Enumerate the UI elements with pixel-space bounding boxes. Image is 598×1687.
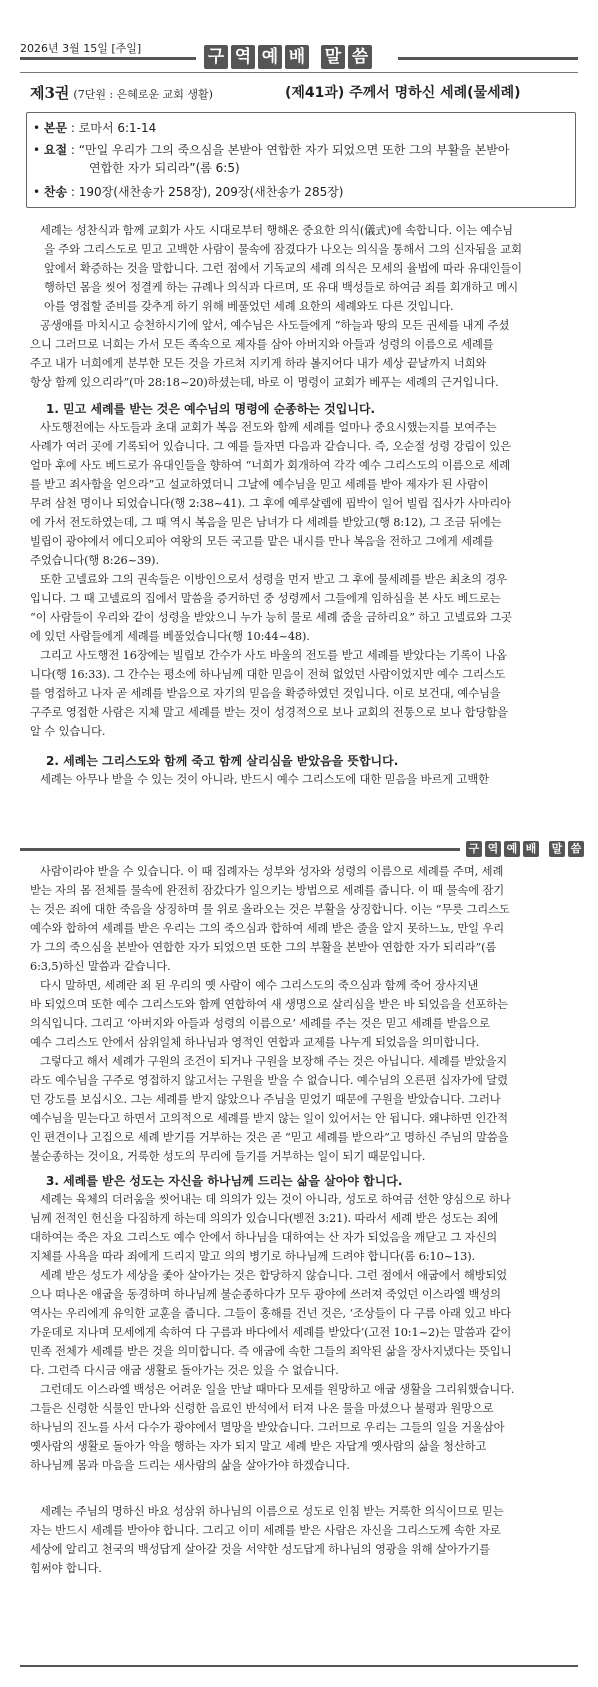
text-line: 세례 받은 성도가 세상을 좇아 살아가는 것은 합당하지 않습니다. 그런 점에서 애굽에서 해방되었	[40, 1269, 508, 1282]
title-char: 배	[523, 841, 539, 857]
title-char: 예	[504, 841, 520, 857]
text-line: 를 영접하고 나자 곧 세례를 받음으로 자기의 믿음을 확증하였던 것입니다. 이로 보건대, 예수님을	[30, 687, 501, 700]
summary-text: : “만일 우리가 그의 죽으심을 본받아 연합한 자가 되었으면 또한 그의 부활을 본받아	[70, 143, 510, 157]
text-line: 니다(행 16:33). 그 간수는 평소에 하나님께 대한 믿음이 전혀 없었던 사람이었지만 예수 그리스도	[30, 668, 506, 681]
hymn-label: 찬송	[43, 185, 68, 199]
section2-paragraph	[30, 862, 566, 976]
text-line: 입니다. 그 때 고넬료의 집에서 말씀을 증거하던 중 성령께서 그들에게 임하심을 본 사도 베드로는	[30, 592, 501, 605]
title-char: 구	[466, 841, 482, 857]
text-line: 으나 떠나온 애굽을 동경하며 하나님께 불순종하다가 모두 광야에 쓰러져 죽었던 이스라엘 백성의	[30, 1288, 501, 1301]
text-line: 구주로 영접한 사람은 지체 말고 세례를 받는 것이 성경적으로 보나 교회의 전통으로 보나 합당함을	[30, 706, 508, 719]
scripture-line: • 본문 : 로마서 6:1-14	[33, 121, 157, 135]
scripture-label: 본문	[43, 121, 68, 135]
text-line: 세례는 아무나 받을 수 있는 것이 아니라, 반드시 예수 그리스도에 대한 믿음을 바르게 고백한	[40, 773, 489, 786]
title-char: 배	[285, 45, 309, 69]
intro2-paragraph	[30, 316, 566, 392]
page-title-banner	[204, 45, 372, 69]
text-line: “이 사람들이 우리와 같이 성령을 받았으니 누가 능히 물로 세례 줌을 금하리요” 하고 고넬료와 그곳	[30, 611, 512, 624]
text-line: 옛사람의 생활로 돌아가 악을 행하는 자가 되지 말고 세례 받은 자답게 옛사람의 삶을 청산하고	[30, 1440, 487, 1453]
text-line: 세례는 육체의 더러움을 씻어내는 데 의의가 있는 것이 아니라, 성도로 하여금 선한 양심으로 하나	[40, 1193, 511, 1206]
scripture-text: : 로마서 6:1-14	[70, 121, 157, 135]
section-heading-1: 1. 믿고 세례를 받는 것은 예수님의 명령에 순종하는 것입니다.	[46, 402, 376, 416]
text-line: 지체를 사욕을 따라 죄에게 드리지 말고 의의 병기로 하나님께 드려야 합니다(롬 6:10~13).	[30, 1250, 476, 1263]
text-line: 자는 반드시 세례를 받아야 합니다. 그리고 이미 세례를 받은 사람은 자신을 그리스도께 속한 자로	[30, 1524, 501, 1537]
text-line: 사례가 여러 곳에 기록되어 있습니다. 그 예를 들자면 다음과 같습니다. 즉, 오순절 성령 강림이 있은	[30, 440, 512, 453]
title-char: 구	[204, 45, 228, 69]
text-line: 하나님의 진노를 사서 다수가 광야에서 멸망을 받았습니다. 그러므로 우리는 그들의 일을 거울삼아	[30, 1421, 505, 1434]
text-line: 인 편견이나 고집으로 세례 받기를 거부하는 것은 곧 “믿고 세례를 받으라”고 명하신 주님의 말씀을	[30, 1131, 509, 1144]
text-line: 힘써야 합니다.	[30, 1562, 102, 1575]
intro-paragraph	[30, 221, 566, 316]
text-line: 예수와 합하여 세례를 받은 우리는 그의 죽으심과 합하여 세례 받은 줄을 알지 못하느뇨, 만일 우리	[30, 922, 505, 935]
text-line: 아를 영접할 준비를 갖추게 하기 위해 베풀었던 세례 요한의 세례와도 다른 것입니다.	[44, 300, 454, 313]
text-line: 또한 고넬료와 그의 권속들은 이방인으로서 성령을 먼저 받고 그 후에 물세례를 받은 최초의 경우	[40, 573, 508, 586]
hymn-text: : 190장(새찬송가 258장), 209장(새찬송가 285장)	[70, 185, 344, 199]
section3c-paragraph	[30, 1380, 566, 1475]
text-line: 예수 그리스도 안에서 삼위일체 하나님과 영적인 연합과 교제를 나누게 되었음을 의미합니다.	[30, 1036, 480, 1049]
closing-paragraph	[30, 1502, 566, 1578]
text-line: 가운데로 지나며 모세에게 속하여 다 구름과 바다에서 세례를 받았다’(고전 10:1~2)는 말씀과 같이	[30, 1326, 512, 1339]
text-line: 그런데도 이스라엘 백성은 어려운 일을 만날 때마다 모세를 원망하고 애굽 생활을 그리워했습니다.	[40, 1383, 515, 1396]
text-line: 다시 말하면, 세례란 죄 된 우리의 옛 사람이 예수 그리스도의 죽으심과 함께 죽어 장사지낸	[40, 979, 479, 992]
text-line: 무려 삼천 명이나 되었습니다(행 2:38~41). 그 후에 예루살렘에 핍박이 일어 빌립 집사가 사마리아	[30, 497, 511, 510]
section2c-paragraph	[30, 1052, 566, 1166]
text-line: 주었습니다(행 8:26~39).	[30, 554, 159, 567]
header-rule-right	[398, 57, 578, 60]
text-line: 세상에 알리고 천국의 백성답게 살아갈 것을 서약한 성도답게 하나님의 영광을 위해 살아가기를	[30, 1543, 491, 1556]
text-line: 예수님을 믿는다고 하면서 고의적으로 세례를 받지 않는 일이 있어서는 안 됩니다. 왜냐하면 인간적	[30, 1112, 508, 1125]
date-label: 2026년 3월 15일 [주일]	[20, 42, 142, 55]
text-line: 얼마 후에 사도 베드로가 유대인들을 향하여 “너희가 회개하여 각각 예수 그리스도의 이름으로 세례	[30, 459, 511, 472]
text-line: 6:3,5)하신 말씀과 같습니다.	[30, 960, 171, 973]
section1c-paragraph	[30, 646, 566, 741]
lesson-title: (제41과) 주께서 명하신 세례(물세례)	[285, 85, 521, 101]
text-line: 가 그의 죽으심을 본받아 연합한 자가 되었으면 또한 그의 부활을 본받아 연합한 자가 되리라”(롬	[30, 941, 497, 954]
text-line: 세례는 성찬식과 함께 교회가 사도 시대로부터 행해온 중요한 의식(儀式)에 속합니다. 이는 예수님	[40, 224, 513, 237]
text-line: 알 수 있습니다.	[30, 725, 106, 738]
volume-label: 제3권	[30, 84, 70, 102]
text-line: 님께 전적인 헌신을 다짐하게 하는데 의의가 있습니다(벧전 3:21). 따라서 세례 받은 성도는 죄에	[30, 1212, 499, 1225]
title-char: 씀	[568, 841, 584, 857]
text-line: 를 받고 죄사함을 얻으라”고 설교하였더니 그날에 예수님을 믿고 세례를 받아 제자가 된 사람이	[30, 478, 489, 491]
text-line: 그들은 신령한 식물인 만나와 신령한 음료인 반석에서 터져 나온 물을 마셨으나 불평과 원망으로	[30, 1402, 494, 1415]
title-char: 씀	[348, 45, 372, 69]
section3b-paragraph	[30, 1266, 566, 1380]
section-heading-2: 2. 세례는 그리스도와 함께 죽고 함께 살리심을 받았음을 뜻합니다.	[46, 754, 399, 768]
text-line: 다. 그런즉 다시금 애굽 생활로 돌아가는 것은 있을 수 없습니다.	[30, 1364, 339, 1377]
section2-start-paragraph	[30, 770, 566, 789]
text-line: 민족 전체가 세례를 받은 것을 의미합니다. 즉 애굽에 속한 그들의 죄악된 삶을 장사지냈다는 뜻입니	[30, 1345, 512, 1358]
title-char: 말	[321, 45, 345, 69]
text-line: 항상 함께 있으리라”(마 28:18~20)하셨는데, 바로 이 명령이 교회가 베푸는 세례의 근거입니다.	[30, 376, 499, 389]
title-gap	[312, 45, 318, 69]
page2-header-rule	[20, 848, 460, 851]
section-heading-3: 3. 세례를 받은 성도는 자신을 하나님께 드리는 삶을 살아야 합니다.	[46, 1174, 403, 1188]
title-gap	[542, 841, 546, 857]
text-line: 라도 예수님을 구주로 영접하지 않고서는 구원을 받을 수 없습니다. 예수님의 오른편 십자가에 달렸	[30, 1074, 508, 1087]
text-line: 행하던 몸을 씻어 정결케 하는 규례나 의식과 다르며, 또 유대 백성들로 하여금 죄를 회개하고 메시	[44, 281, 519, 294]
summary-line-2: 연합한 자가 되리라”(롬 6:5)	[89, 161, 240, 175]
text-line: 앞에서 확증하는 것을 말합니다. 그런 점에서 기독교의 세례 의식은 모세의 율법에 따라 유대인들이	[44, 262, 522, 275]
footer-rule	[20, 1665, 578, 1667]
info-box	[26, 112, 576, 208]
section1-paragraph	[30, 418, 566, 570]
section2b-paragraph	[30, 976, 566, 1052]
text-line: 으니 그러므로 너희는 가서 모든 족속으로 제자를 삼아 아버지와 아들과 성령의 이름으로 세례를	[30, 338, 494, 351]
summary-label: 요절	[43, 143, 68, 157]
text-line: 바 되었으며 또한 예수 그리스도와 함께 연합하여 새 생명으로 살리심을 받은 바 되었음을 선포하는	[30, 998, 508, 1011]
text-line: 을 주와 그리스도로 믿고 고백한 사람이 물속에 잠겼다가 나오는 의식을 통해서 그의 신자됨을 교회	[44, 243, 522, 256]
text-line: 그렇다고 해서 세례가 구원의 조건이 되거나 구원을 보장해 주는 것은 아닙니다. 세례를 받았을지	[40, 1055, 508, 1068]
text-line: 대하여는 죽은 자요 그리스도 예수 안에서 하나님을 대하여는 산 자가 되었음을 깨닫고 그 자신의	[30, 1231, 498, 1244]
text-line: 던 강도를 보십시오. 그는 세례를 받지 않았으나 주님을 믿었기 때문에 구원을 받았습니다. 그러나	[30, 1093, 501, 1106]
text-line: 빌립이 광야에서 에디오피아 여왕의 모든 국고를 맡은 내시를 만나 복음을 전하고 그에게 세례를	[30, 535, 494, 548]
title-char: 말	[549, 841, 565, 857]
text-line: 받는 자의 몸 전체를 물속에 완전히 잠갔다가 일으키는 방법으로 세례를 줍니다. 이 때 물속에 잠기	[30, 884, 505, 897]
text-line: 그리고 사도행전 16장에는 빌립보 간수가 사도 바울의 전도를 받고 세례를 받았다는 기록이 나옵	[40, 649, 507, 662]
title-char: 역	[485, 841, 501, 857]
text-line: 세례는 주님의 명하신 바요 성삼위 하나님의 이름으로 성도로 인침 받는 거룩한 의식이므로 믿는	[40, 1505, 504, 1518]
text-line: 사도행전에는 사도들과 초대 교회가 복음 전도와 함께 세례를 얼마나 중요시했는지를 보여주는	[40, 421, 497, 434]
text-line: 불순종하는 것이요, 거룩한 성도의 무리에 들기를 거부하는 일이 되기 때문입니다.	[30, 1150, 426, 1163]
summary-line: • 요절 : “만일 우리가 그의 죽으심을 본받아 연합한 자가 되었으면 또한 그의 부활을 본받아	[33, 143, 510, 157]
text-line: 역사는 우리에게 유익한 교훈을 줍니다. 그들이 홍해를 건넌 것은, ‘조상들이 다 구름 아래 있고 바다	[30, 1307, 512, 1320]
text-line: 에 있던 사람들에게 세례를 베풀었습니다(행 10:44~48).	[30, 630, 310, 643]
text-line: 하나님께 몸과 마음을 드리는 새사람의 삶을 살아가야 하겠습니다.	[30, 1459, 350, 1472]
text-line: 공생애를 마치시고 승천하시기에 앞서, 예수님은 사도들에게 “하늘과 땅의 모든 권세를 내게 주셨	[40, 319, 510, 332]
header-rule-left	[20, 57, 196, 60]
text-line: 의식입니다. 그리고 ‘아버지와 아들과 성령의 이름으로’ 세례를 주는 것은 믿고 세례를 받음으로	[30, 1017, 490, 1030]
text-line: 사람이라야 받을 수 있습니다. 이 때 집례자는 성부와 성자와 성령의 이름으로 세례를 주며, 세례	[40, 865, 504, 878]
title-char: 예	[258, 45, 282, 69]
page2-title-banner	[466, 841, 584, 857]
unit-label: (7단원 : 은혜로운 교회 생활)	[73, 88, 213, 101]
section1b-paragraph	[30, 570, 566, 646]
text-line: 는 것은 죄에 대한 죽음을 상징하며 물 위로 올라오는 것은 부활을 상징합니다. 이는 “무릇 그리스도	[30, 903, 510, 916]
lesson-row	[30, 82, 575, 103]
text-line: 에 가서 전도하였는데, 그 때 역시 복음을 믿은 남녀가 다 세례를 받았고(행 8:12), 그 조금 뒤에는	[30, 516, 502, 529]
header-rule-under	[20, 72, 578, 73]
title-char: 역	[231, 45, 255, 69]
section3-paragraph	[30, 1190, 566, 1266]
hymn-line: • 찬송 : 190장(새찬송가 258장), 209장(새찬송가 285장)	[33, 185, 344, 199]
text-line: 주고 내가 너희에게 분부한 모든 것을 가르쳐 지키게 하라 볼지어다 내가 세상 끝날까지 너희와	[30, 357, 487, 370]
